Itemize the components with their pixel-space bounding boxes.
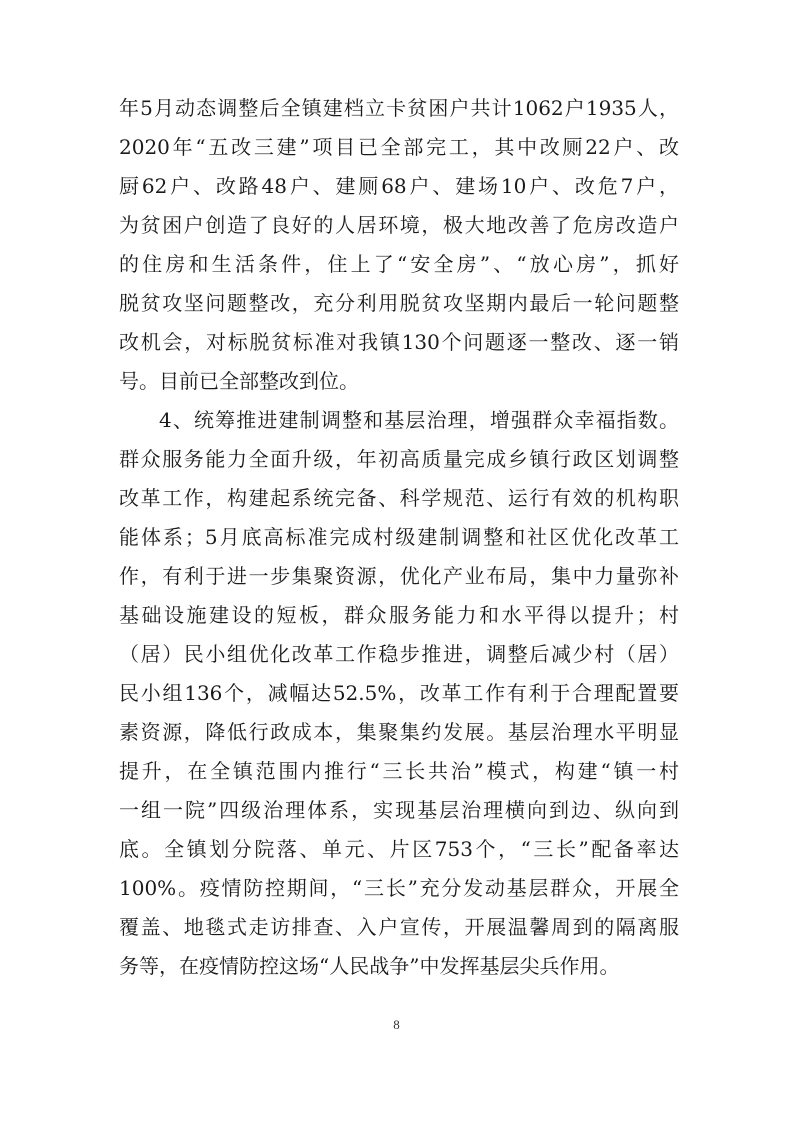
text-line: 厨62户、改路48户、建厕68户、建场10户、改危7户， (119, 174, 679, 198)
text-line: 素资源，降低行政成本，集聚集约发展。基层治理水平明显 (119, 720, 679, 744)
text-line: 民小组136个，减幅达52.5%，改革工作有利于合理配置要 (119, 681, 679, 705)
text-line: 一组一院”四级治理体系，实现基层治理横向到边、纵向到 (119, 798, 679, 822)
text-line: 脱贫攻坚问题整改，充分利用脱贫攻坚期内最后一轮问题整 (119, 291, 679, 315)
text-line: 改革工作，构建起系统完备、科学规范、运行有效的机构职 (119, 486, 679, 510)
section-heading-line: 4、统筹推进建制调整和基层治理，增强群众幸福指数。 (159, 408, 679, 432)
text-line: 的住房和生活条件，住上了“安全房”、“放心房”，抓好 (119, 252, 679, 276)
text-line: 覆盖、地毯式走访排查、入户宣传，开展温馨周到的隔离服 (119, 915, 679, 939)
text-line: 能体系；5月底高标准完成村级建制调整和社区优化改革工 (119, 525, 679, 549)
text-line: 基础设施建设的短板，群众服务能力和水平得以提升；村 (119, 603, 679, 627)
text-line: （居）民小组优化改革工作稳步推进，调整后减少村（居） (119, 642, 679, 666)
text-line: 100%。疫情防控期间，“三长”充分发动基层群众，开展全 (119, 876, 679, 900)
text-line: 底。全镇划分院落、单元、片区753个，“三长”配备率达 (119, 837, 679, 861)
text-line: 号。目前已全部整改到位。 (119, 369, 359, 393)
text-line: 作，有利于进一步集聚资源，优化产业布局，集中力量弥补 (119, 564, 679, 588)
text-line: 为贫困户创造了良好的人居环境，极大地改善了危房改造户 (119, 213, 679, 237)
text-line: 改机会，对标脱贫标准对我镇130个问题逐一整改、逐一销 (119, 330, 679, 354)
text-line: 务等，在疫情防控这场“人民战争”中发挥基层尖兵作用。 (119, 954, 620, 978)
text-line: 提升，在全镇范围内推行“三长共治”模式，构建“镇一村 (119, 759, 679, 783)
text-line: 2020年“五改三建”项目已全部完工，其中改厕22户、改 (119, 135, 679, 159)
body-text (119, 89, 679, 986)
page-number: 8 (393, 1017, 400, 1032)
text-line: 群众服务能力全面升级，年初高质量完成乡镇行政区划调整 (119, 447, 679, 471)
text-line: 年5月动态调整后全镇建档立卡贫困户共计1062户1935人， (119, 96, 679, 120)
